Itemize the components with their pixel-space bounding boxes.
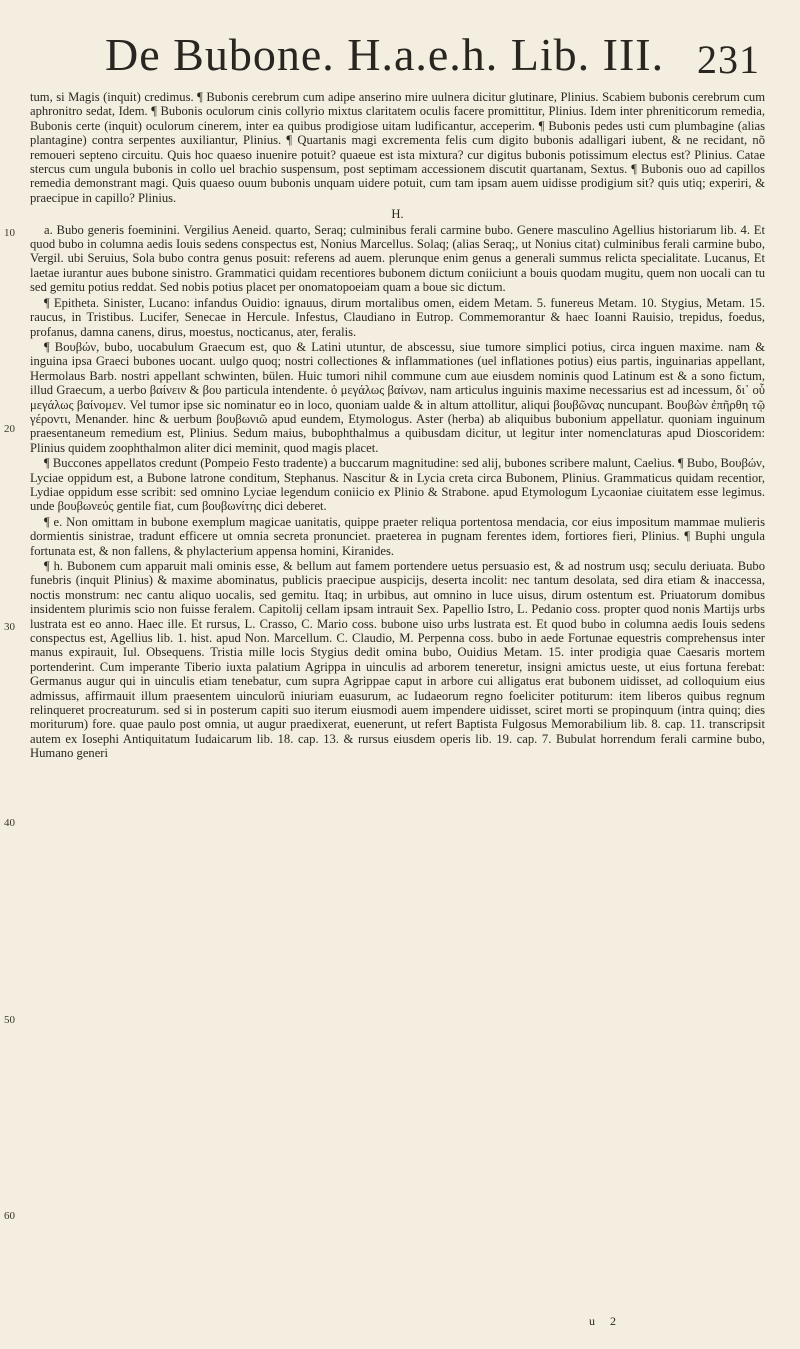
signature-mark: u 2 <box>589 1314 622 1328</box>
line-number: 50 <box>4 1014 15 1026</box>
paragraph: tum, si Magis (inquit) credimus. ¶ Bubonis cerebrum cum adipe anserino mire uulnera dicitur glutinare, Plinius. Scabiem bubonis cerebrum cum aphronitro sedat, Idem. ¶ Bubonis oculorum cinis collyrio mixtus claritatem oculis facere promittitur, Plinius. Idem inter phreniticorum remedia, Bubonis certe (inquit) oculorum cinerem, inter ea quibus prodigiose uitam ludificantur, acceperim. ¶ Bubonis pedes usti cum plumbagine (alias plantagine) contra serpentes auxiliantur, Plinius. ¶ Quartanis magi excrementa felis cum digito bubonis adalligari iubent, & ne recidant, nõ remoueri septeno circuitu. Quis hoc quaeso inuenire potuit? quaeue est ista mixtura? cur digitus bubonis potissimum electus est? Plinius. Catae stercus cum ungula bubonis in collo uel brachio suspensum, post septimam accessionem discutit quartanam, Sextus. ¶ Bubonis ouo ad capillos remedia demonstrant magi. Quis quaeso ouum bubonis unquam uidere potuit, cum tam ipsam auem uidisse prodigium sit? quis utiq; experiri, & praecipue in capillo? Plinius. <box>30 90 765 205</box>
line-number: 60 <box>4 1210 15 1222</box>
body-text <box>30 90 765 762</box>
paragraph: ¶ Βουβών, bubo, uocabulum Graecum est, quo & Latini utuntur, de abscessu, siue tumore simplici potius, circa inguen maxime. nam & inguina ipsa Graeci bubones uocant. uulgo quoq; nostri collectiones & inflammationes (uel inflationes potius) eius partis, inguinarias appellant, Hermolaus Barb. nostri appellant schwinten, bülen. Huic tumori nihil commune cum aue eiusdem nominis quod Latinum est & a sono fictum, illud Graecum, a uerbo βαίνειν & βου particula intendente. ὁ μεγάλως βαίνων, nam articulus inguinis maxime necessarius est ad incessum, δι᾽ οὗ μεγάλως βαίνομεν. Vel tumor ipse sic nominatur eo in loco, quoniam ualde & in altum attollitur, aliqui βουβῶνας nuncupant. Βουβὼν ἐπῆρθη τῷ γέροντι, Menander. hinc & uerbum βουβωνιῶ apud eundem, Etymologus. Aster (herba) ab aliquibus bubonium appellatur. quoniam inguinum praesentaneum remedium est, Plinius. Sedum maius, bubophthalmus a quibusdam dicitur, ut legitur inter nomenclaturas apud Dioscoridem: Plinius quidem zoophthalmon aliter dici meminit, quod magis placet. <box>30 339 765 455</box>
paragraph: ¶ Buccones appellatos credunt (Pompeio Festo tradente) a buccarum magnitudine: sed alij, bubones scribere malunt, Caelius. ¶ Bubo, Βουβών, Lyciae oppidum est, a Bubone latrone conditum, Stephanus. Nascitur & in Lycia creta circa Bubonem, Plinius. Grammaticus quidam recentior, Lydiae oppidum esse scribit: sed omnino Lyciae legendum coniicio ex Plinio & Strabone. apud Etymologum Lycaoniae ciuitatem esse legimus. unde βουβωνεύς gentile fiat, cum βουβωνίτης dici deberet. <box>30 456 765 514</box>
section-letter: H. <box>391 207 404 222</box>
paragraph: ¶ e. Non omittam in bubone exemplum magicae uanitatis, quippe praeter reliqua portentosa mendacia, cor eius impositum mammae mulieris dormientis sinistrae, tradunt efficere ut omnia secreta pronunciet. praeterea in pugnam ferentes idem, fortiores fieri, Plinius. ¶ Buphi ungula fortunata est, & non fallens, & phylacterium appensa homini, Kiranides. <box>30 514 765 558</box>
paragraph: a. Bubo generis foeminini. Vergilius Aeneid. quarto, Seraq; culminibus ferali carmine bubo. Genere masculino Agellius historiarum lib. 4. Et quod bubo in columna aedis Iouis sedens conspectus est, Nonius Marcellus. Solaq; (alias Seraq;, ut Nonius citat) culminibus ferali carmine bubo, Vergil. ubi Seruius, Sola bubo contra genus posuit: referens ad auem. plerunque enim genus a generali summus relicta specialitate. Lucanus, Et laetae iurantur aues bubone sinistro. Grammatici quidam recentiores bubonem dictum coniiciunt a bouis quodam mugitu, quem non uocali can tu sed gemitu potius reddat. Sed nobis potius placet per onomatopoeiam quam a boue sic dictum. <box>30 222 765 295</box>
line-number: 30 <box>4 621 15 633</box>
line-number: 40 <box>4 817 15 829</box>
paragraph: ¶ h. Bubonem cum apparuit mali ominis esse, & bellum aut famem portendere uetus persuasio est, & ad nostrum usq; seculu deriuata. Bubo funebris (inquit Plinius) & maxime abominatus, publicis praecipue auspicijs, deserta incolit: nec tantum desolata, sed dira etiam & inaccessa, noctis monstrum: nec cantu aliquo uocalis, sed gemitu. Itaq; in urbibus, aut omnino in luce uisus, dirum ostentum est. Priuatorum domibus insidentem plurimis scio non fuisse feralem. Capitolij cellam ipsam intrauit Sex. Papellio Istro, L. Pedanio coss. propter quod nonis Martijs urbs lustrata est eo anno. Haec ille. Et rursus, L. Crasso, C. Mario coss. bubone uiso urbs lustrata est. Et quod bubo in columna aedis Iouis sedens conspectus est, Agellius lib. 1. hist. apud Non. Marcellum. C. Claudio, M. Perpenna coss. bubo in aede Fortunae equestris comprehensus inter manus expirauit, Iul. Obsequens. Tristia mille locis Stygius dedit omina bubo, Ouidius Metam. 15. inter prodigia quae Caesaris mortem portenderint. Cum imperante Tiberio iuxta palatium Agrippa in uinculis ad arborem teneretur, insigni amictus ueste, ut eius fortuna ferebat: Germanus augur qui in uinculis etiam tenebatur, cum supra Agrippae caput in arbore cui alligatus erat bubonem uidisset, ad colloquium eius admissus, affirmauit illum praesentem uinculorũ iniuriam euasurum, ac Iudaeorum regno foeliciter potiturum: item liberos quibus regnum relinqueret procreaturum. sed si in posterum capiti suo iterum eiusmodi auem impendere uidisset, sciret morti se propinquum (intra quinq; dies moriturum) fore. quae paulo post omnia, ut augur praedixerat, euenerunt, ut refert Baptista Fulgosus Memorabilium lib. 8. cap. 11. transcripsit autem ex Iosephi Antiquitatum Iudaicarum lib. 18. cap. 13. & rursus eiusdem operis lib. 19. cap. 7. Bubulat horrendum ferali carmine bubo, Humano generi <box>30 559 765 761</box>
page-number: 231 <box>697 37 760 82</box>
line-number: 20 <box>4 423 15 435</box>
running-header <box>105 28 760 88</box>
page-title: De Bubone. H.a.e.h. Lib. III. <box>105 29 665 80</box>
paragraph: ¶ Epitheta. Sinister, Lucano: infandus Ouidio: ignauus, dirum mortalibus omen, eidem Metam. 5. funereus Metam. 10. Stygius, Metam. 15. raucus, in Tristibus. Lucifer, Senecae in Hercule. Infestus, Claudiano in Eutrop. Commemorantur & haec Ioanni Rauisio, trepidus, foedus, profanus, damna canens, dirus, moestus, nocticanus, ater, feralis. <box>30 295 765 339</box>
line-number: 10 <box>4 227 15 239</box>
